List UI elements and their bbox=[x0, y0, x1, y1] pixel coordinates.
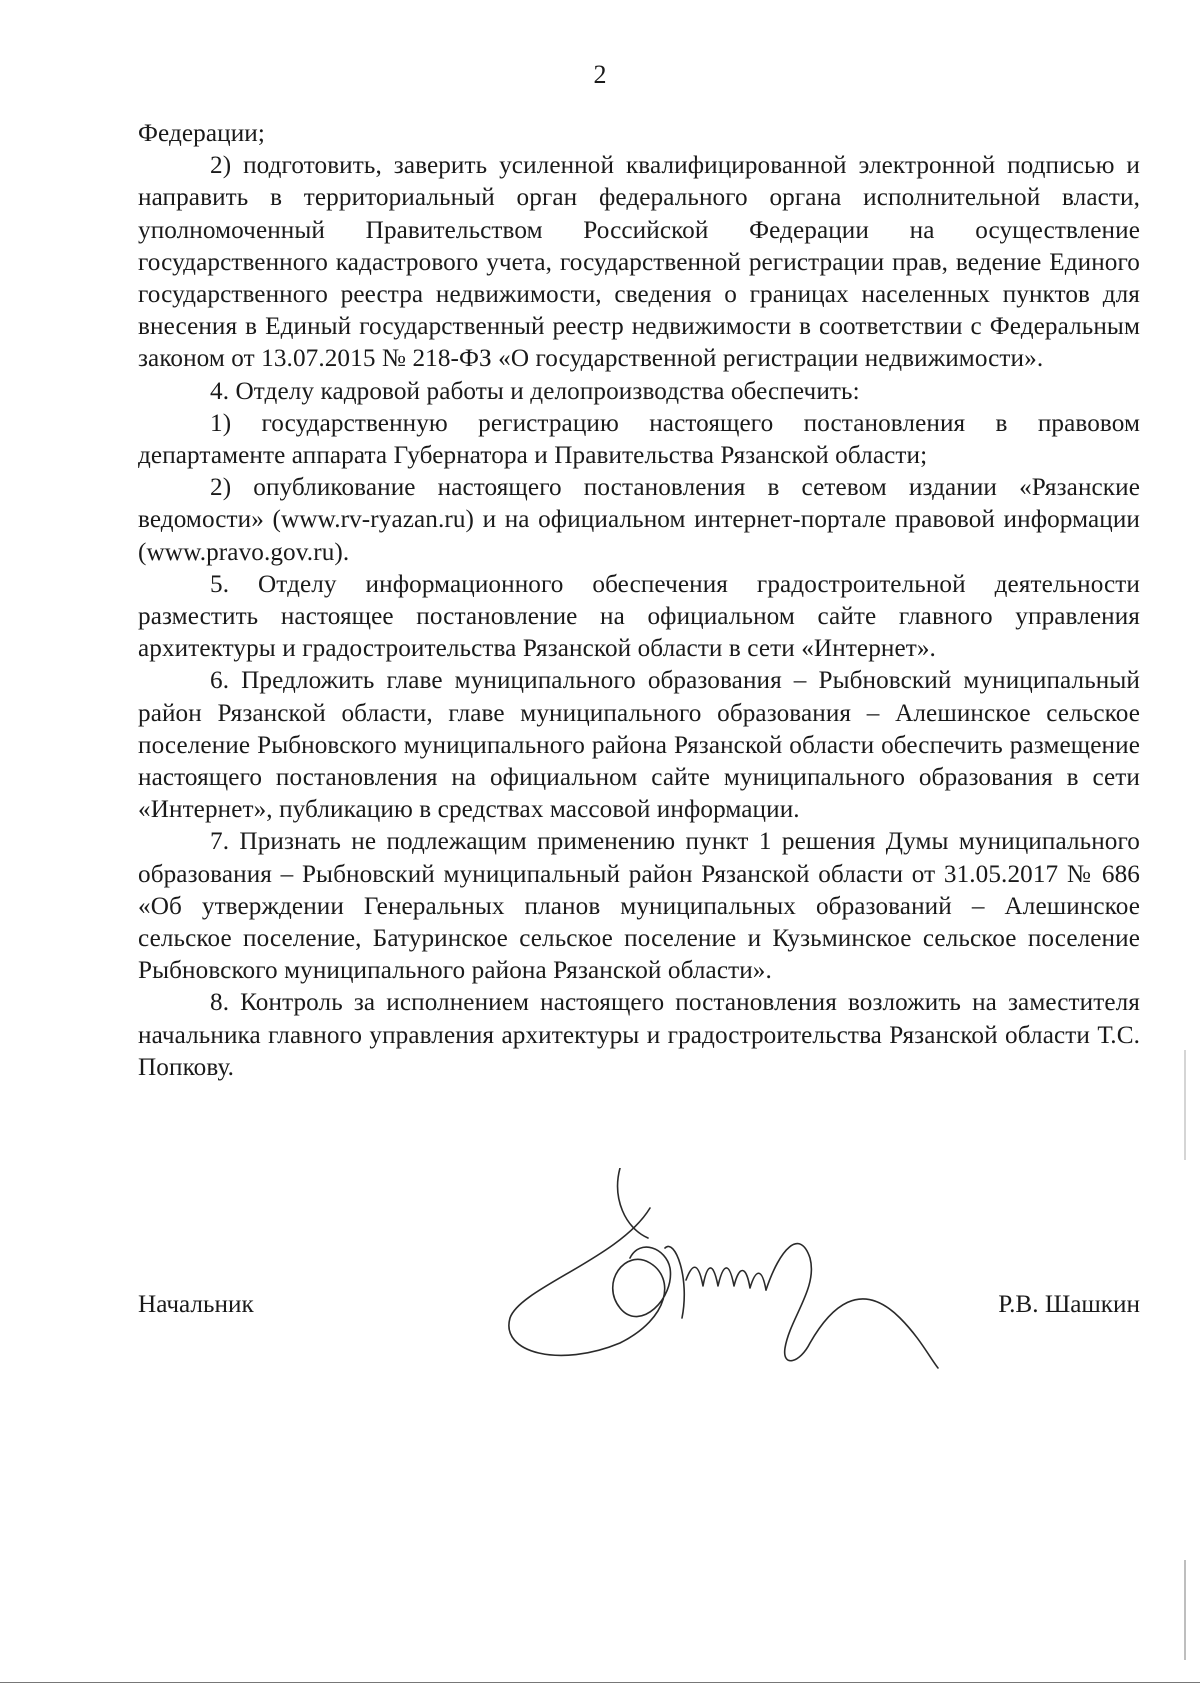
paragraph-item-8: 8. Контроль за исполнением настоящего постановления возложить на заместителя начальника главного управления архитектуры и градостроительства Рязанской области Т.С. Попкову. bbox=[138, 989, 1140, 1081]
scan-margin-mark bbox=[1184, 1560, 1186, 1660]
handwritten-signature bbox=[500, 1168, 940, 1378]
paragraph-item-4-2: 2) опубликование настоящего постановления в сетевом издании «Рязанские ведомости» (www.rv-ryazan.ru) и на официальном интернет-портале правовой информации (www.pravo.gov.ru). bbox=[138, 474, 1140, 566]
signatory-title: Начальник bbox=[138, 1291, 254, 1318]
document-body bbox=[138, 118, 1140, 1084]
paragraph-item-3-2: 2) подготовить, заверить усиленной квалифицированной электронной подписью и направить в территориальный орган федерального органа исполнительной власти, уполномоченный Правительством Российской Федерации на осуществление государственного кадастрового учета, государственной регистрации прав, ведение Единого государственного реестра недвижимости, сведения о границах населенных пунктов для внесения в Единый государственный реестр недвижимости в соответствии с Федеральным законом от 13.07.2015 № 218-ФЗ «О государственной регистрации недвижимости». bbox=[138, 152, 1140, 373]
signatory-name: Р.В. Шашкин bbox=[998, 1291, 1140, 1318]
paragraph-item-5: 5. Отделу информационного обеспечения градостроительной деятельности разместить настоящее постановление на официальном сайте главного управления архитектуры и градостроительства Рязанской области в сети «Интернет». bbox=[138, 570, 1140, 663]
paragraph-continuation: Федерации; bbox=[138, 120, 265, 147]
paragraph-item-4: 4. Отделу кадровой работы и делопроизводства обеспечить: bbox=[210, 377, 860, 405]
page-number: 2 bbox=[593, 60, 607, 89]
paragraph-item-6: 6. Предложить главе муниципального образования – Рыбновский муниципальный район Рязанской области, главе муниципального образования – Алешинское сельское поселение Рыбновского муниципального района Рязанской области обеспечить размещение настоящего постановления на официальном сайте муниципального образования в сети «Интернет», публикацию в средствах массовой информации. bbox=[138, 667, 1140, 824]
signature-block bbox=[138, 1291, 1140, 1331]
paragraph-item-4-1: 1) государственную регистрацию настоящего постановления в правовом департаменте аппарата Губернатора и Правительства Рязанской области; bbox=[138, 409, 1140, 470]
scan-edge-line bbox=[0, 1682, 1200, 1683]
paragraph-item-7: 7. Признать не подлежащим применению пункт 1 решения Думы муниципального образования – Рыбновский муниципальный район Рязанской области от 31.05.2017 № 686 «Об утверждении Генеральных планов муниципальных образований – Алешинское сельское поселение, Батуринское сельское поселение и Кузьминское сельское поселение Рыбновского муниципального района Рязанской области». bbox=[138, 828, 1140, 985]
scan-margin-mark bbox=[1184, 1050, 1186, 1160]
